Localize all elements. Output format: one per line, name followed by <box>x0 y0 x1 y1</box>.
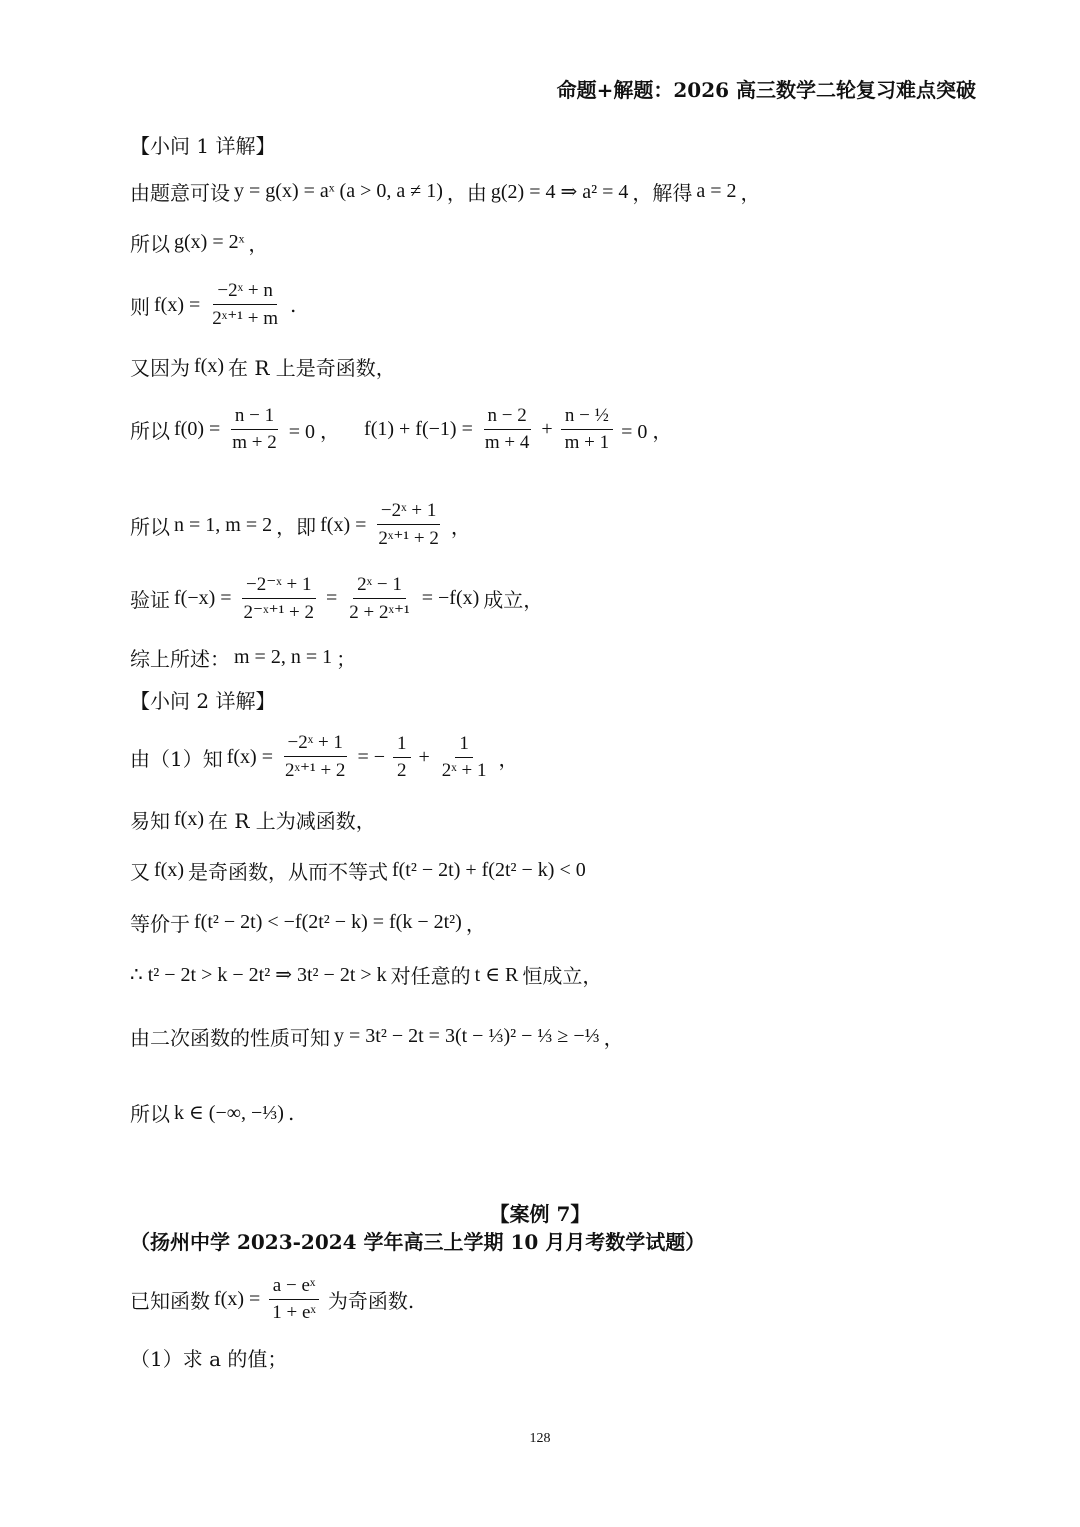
math-expression: f(−x) = <box>174 587 232 609</box>
fraction <box>481 405 534 454</box>
math-expression: f(x) = <box>226 745 273 768</box>
numerator: −2ˣ + 1 <box>284 732 347 757</box>
text: ； <box>336 647 357 671</box>
text: 在 R 上是奇函数， <box>227 356 396 380</box>
part1-line7 <box>130 573 543 624</box>
fraction <box>393 733 411 782</box>
case-title: 【案例 7】 <box>489 1202 591 1226</box>
math-expression: f(x) <box>174 808 204 830</box>
part2-line5 <box>130 960 602 989</box>
math-expression: = − <box>357 745 385 768</box>
denominator: m + 1 <box>564 432 610 453</box>
numerator: −2⁻ˣ + 1 <box>242 573 315 599</box>
fraction <box>240 573 318 624</box>
denominator: 2ˣ⁺¹ + 2 <box>378 528 439 549</box>
part1-line2 <box>130 228 268 257</box>
numerator: 2ˣ − 1 <box>353 574 406 599</box>
fraction <box>561 405 614 454</box>
text: 所以 <box>130 1102 170 1126</box>
part2-heading: 【小问 2 详解】 <box>130 689 276 713</box>
numerator: n − 2 <box>484 405 531 430</box>
text: 又因为 <box>130 356 190 380</box>
page-header: 命题+解题：2026 高三数学二轮复习难点突破 <box>556 78 976 102</box>
text: 易知 <box>130 809 170 833</box>
numerator: 1 <box>393 733 411 758</box>
math-expression: = 0 ， <box>621 421 673 443</box>
text: 对任意的 <box>390 964 471 988</box>
text: ， <box>248 232 269 256</box>
numerator: n − 1 <box>231 405 278 430</box>
numerator: −2ˣ + 1 <box>377 500 440 525</box>
text: ， <box>740 181 761 205</box>
text: 恒成立， <box>522 964 603 988</box>
part2-line3 <box>130 856 586 885</box>
text: 由二次函数的性质可知 <box>130 1026 330 1050</box>
text: ，即 <box>276 514 317 539</box>
math-expression: f(t² − 2t) < −f(2t² − k) = f(k − 2t²) <box>194 911 462 933</box>
text: 成立， <box>483 588 544 612</box>
text: 所以 <box>130 232 170 256</box>
math-expression: m = 2, n = 1 <box>234 646 333 668</box>
text: 为奇函数. <box>327 1289 415 1313</box>
part1-line6 <box>130 500 471 550</box>
part1-line3 <box>130 280 296 330</box>
math-expression: f(x) = <box>214 1288 261 1310</box>
math-expression: f(x) = <box>154 293 201 316</box>
denominator: 2⁻ˣ⁺¹ + 2 <box>243 602 315 623</box>
numerator: n − ½ <box>561 405 613 430</box>
text: 是奇函数，从而不等式 <box>187 860 388 884</box>
text: ，解得 <box>632 181 693 205</box>
part1-line1 <box>130 177 761 206</box>
math-expression: a = 2 <box>696 180 737 202</box>
denominator: 2ˣ⁺¹ + m <box>212 308 278 329</box>
case-source: （扬州中学 2023-2024 学年高三上学期 10 月月考数学试题） <box>130 1230 706 1254</box>
math-expression: k ∈ (−∞, −⅓) <box>174 1102 284 1124</box>
math-expression: = −f(x) <box>421 587 480 609</box>
math-expression: t ∈ R <box>474 964 519 986</box>
math-expression: f(t² − 2t) + f(2t² − k) < 0 <box>391 859 586 881</box>
text: ， <box>603 1026 624 1050</box>
math-expression: f(x) <box>194 355 224 377</box>
math-expression: y = g(x) = aˣ (a > 0, a ≠ 1) <box>234 180 443 202</box>
part1-line8 <box>130 643 356 672</box>
math-expression: y = 3t² − 2t = 3(t − ⅓)² − ⅓ ≥ −⅓ <box>334 1025 600 1047</box>
text: 综上所述： <box>130 647 230 671</box>
text: 则 <box>130 294 150 319</box>
text: 等价于 <box>130 912 190 936</box>
part2-line6 <box>130 1022 624 1051</box>
fraction <box>374 500 442 550</box>
fraction <box>281 732 349 782</box>
fraction <box>268 1275 320 1324</box>
math-expression: g(x) = 2ˣ <box>174 231 245 253</box>
math-expression: + <box>418 745 430 768</box>
text: ，由 <box>446 181 487 205</box>
text: 已知函数 <box>130 1289 210 1313</box>
math-expression: f(0) = <box>174 418 221 440</box>
part2-line2 <box>130 805 376 834</box>
denominator: m + 2 <box>232 432 277 453</box>
text: 所以 <box>130 514 170 539</box>
text: 所以 <box>130 419 170 443</box>
text: 在 R 上为减函数， <box>207 809 376 833</box>
math-expression: n = 1, m = 2 <box>174 513 273 536</box>
part2-line4 <box>130 908 486 937</box>
text: . <box>289 293 297 317</box>
math-expression: + <box>541 418 553 440</box>
part1-heading: 【小问 1 详解】 <box>130 134 276 158</box>
part1-line4 <box>130 352 396 381</box>
math-expression: = <box>326 587 338 609</box>
fraction <box>345 574 413 624</box>
numerator: 1 <box>455 733 473 758</box>
denominator: 2ˣ + 1 <box>441 759 487 781</box>
numerator: −2ˣ + n <box>213 280 276 305</box>
case-question1: （1）求 a 的值； <box>130 1347 288 1371</box>
text: 由（1）知 <box>130 746 223 771</box>
text: 又 <box>130 860 150 884</box>
math-expression: g(2) = 4 ⇒ a² = 4 <box>490 181 629 203</box>
text: 验证 <box>130 588 170 612</box>
denominator: 1 + eˣ <box>272 1302 316 1323</box>
math-expression: f(1) + f(−1) = <box>364 418 473 440</box>
case-line1 <box>130 1275 414 1324</box>
denominator: 2 + 2ˣ⁺¹ <box>349 601 410 623</box>
fraction <box>438 733 491 782</box>
text: . <box>287 1100 295 1125</box>
math-expression: = 0 ， <box>288 421 341 443</box>
text: ， <box>450 514 471 539</box>
text: ， <box>465 912 486 936</box>
part2-line7 <box>130 1098 294 1127</box>
fraction <box>208 280 282 330</box>
math-expression: f(x) <box>154 859 184 881</box>
denominator: m + 4 <box>484 432 530 453</box>
denominator: 2 <box>397 759 407 781</box>
part2-line1 <box>130 732 519 782</box>
page-number: 128 <box>529 1431 551 1446</box>
math-expression: f(x) = <box>320 513 367 536</box>
fraction <box>228 405 281 454</box>
part1-line5 <box>130 405 672 454</box>
text: ， <box>498 746 519 771</box>
text: 由题意可设 <box>130 181 230 205</box>
denominator: 2ˣ⁺¹ + 2 <box>285 760 346 781</box>
math-expression: ∴ t² − 2t > k − 2t² ⇒ 3t² − 2t > k <box>130 964 387 986</box>
numerator: a − eˣ <box>269 1275 320 1300</box>
